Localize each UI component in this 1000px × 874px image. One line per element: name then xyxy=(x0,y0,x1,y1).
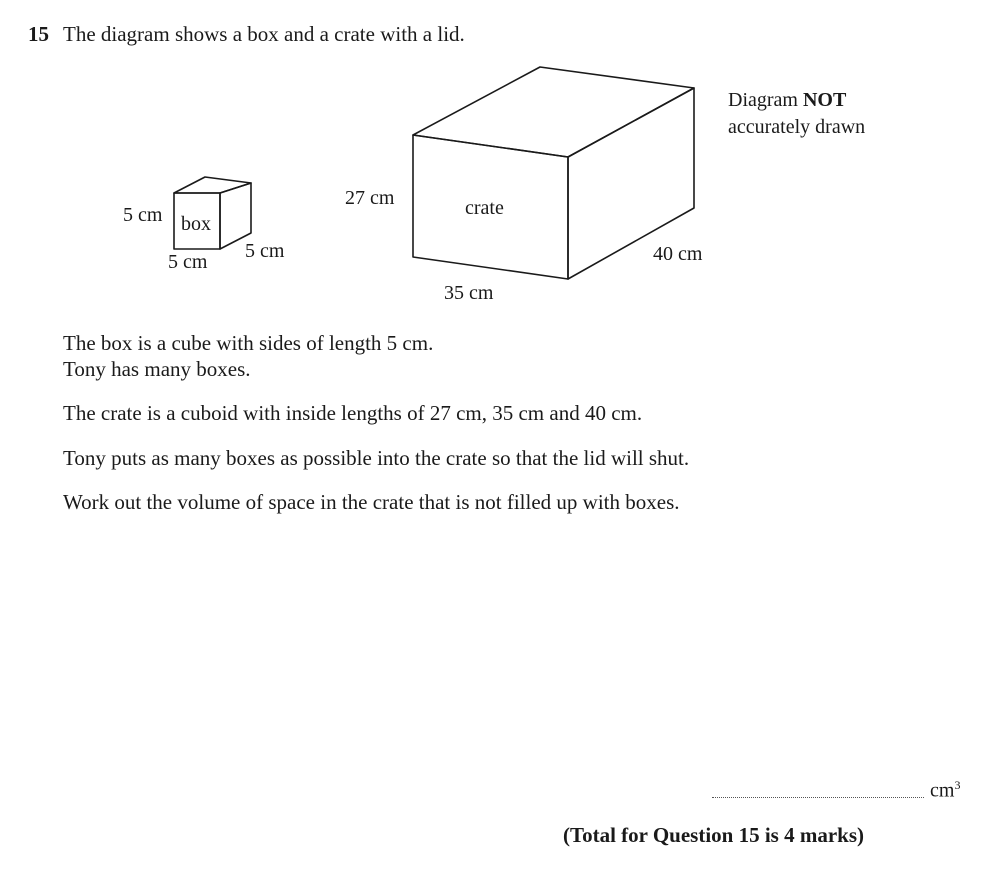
box-and-crate-diagram xyxy=(0,0,1000,320)
crate-width-label: 35 cm xyxy=(444,282,494,304)
body-line-5: Work out the volume of space in the crate that is not filled up with boxes. xyxy=(63,490,680,514)
note-prefix: Diagram xyxy=(728,89,803,111)
crate-cuboid xyxy=(413,67,694,279)
note-bold-not: NOT xyxy=(802,89,847,111)
note-line2: accurately drawn xyxy=(728,116,866,138)
crate-height-label: 27 cm xyxy=(345,187,395,209)
diagram-not-accurate-note xyxy=(728,87,865,141)
box-depth-label: 5 cm xyxy=(245,240,285,262)
body-line-2: Tony has many boxes. xyxy=(63,357,251,381)
answer-unit-exponent: 3 xyxy=(954,778,961,792)
question-number: 15 xyxy=(28,22,49,46)
body-line-1: The box is a cube with sides of length 5 cm. xyxy=(63,331,434,355)
answer-unit xyxy=(930,778,960,803)
crate-depth-label: 40 cm xyxy=(653,243,703,265)
crate-label: crate xyxy=(465,197,504,219)
answer-unit-base: cm xyxy=(930,779,955,802)
body-line-3: The crate is a cuboid with inside lengths of 27 cm, 35 cm and 40 cm. xyxy=(63,401,643,425)
answer-line[interactable] xyxy=(712,797,924,798)
box-width-label: 5 cm xyxy=(168,251,208,273)
box-top-face xyxy=(174,177,251,193)
body-line-4: Tony puts as many boxes as possible into the crate so that the lid will shut. xyxy=(63,446,690,470)
box-height-label: 5 cm xyxy=(123,204,163,226)
box-label: box xyxy=(181,213,211,235)
crate-lid xyxy=(413,67,694,157)
total-marks: (Total for Question 15 is 4 marks) xyxy=(563,823,865,847)
question-intro: The diagram shows a box and a crate with a lid. xyxy=(63,22,465,46)
